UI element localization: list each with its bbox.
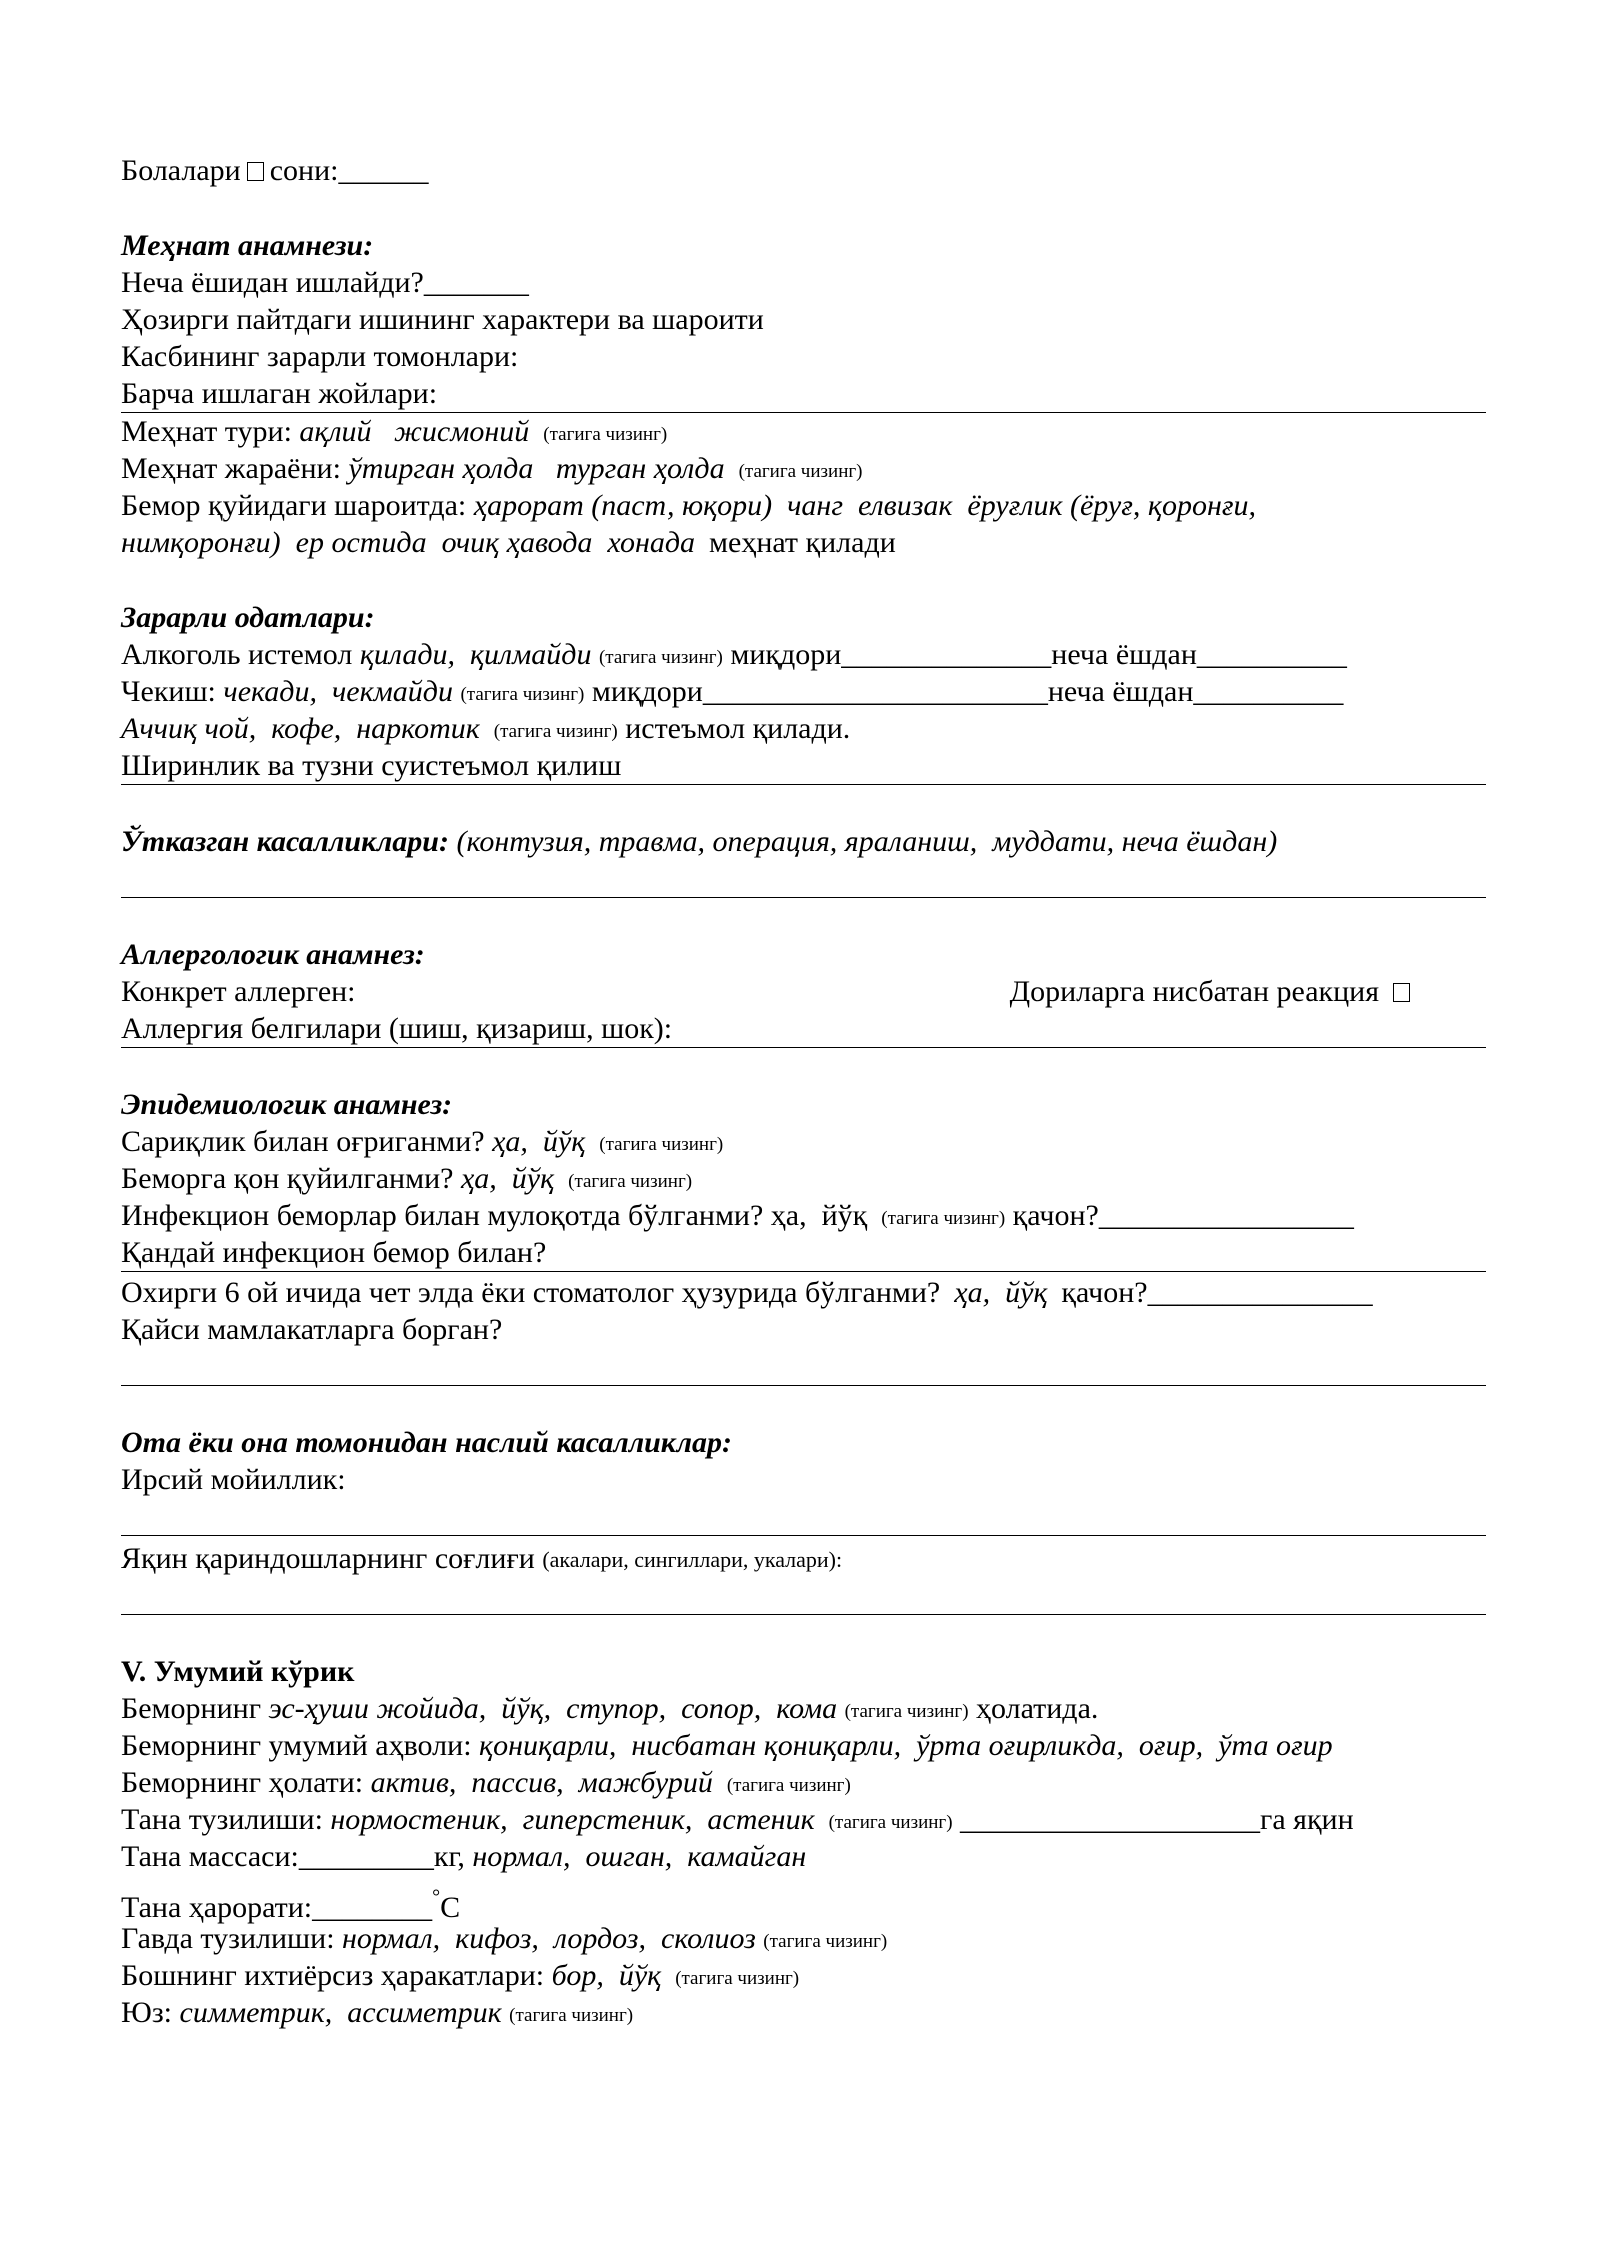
- abroad-when-field[interactable]: қачон?_______________: [1061, 1276, 1373, 1309]
- work-history-heading: Меҳнат анамнези:: [121, 229, 374, 262]
- allergy-heading: Аллергологик анамнез:: [121, 938, 425, 971]
- build-options[interactable]: нормостеник, гиперстеник, астеник: [330, 1803, 815, 1836]
- underline-note: (тагига чизинг): [460, 684, 585, 705]
- relatives-label: Яқин қариндошларнинг соғлиғи: [121, 1542, 535, 1575]
- relatives-line: [121, 1540, 1486, 1577]
- temperature-unit: С: [440, 1891, 461, 1924]
- form-content: [121, 152, 1486, 2031]
- state-label: Беморнинг ҳолати:: [121, 1766, 364, 1799]
- work-conditions-line-2: [121, 524, 1486, 561]
- children-label: Болалари: [121, 154, 241, 187]
- spacer: [121, 1048, 1486, 1086]
- alcohol-amount-field[interactable]: миқдори______________неча ёшдан__________: [730, 638, 1347, 671]
- jaundice-options[interactable]: ҳа, йўқ: [492, 1125, 586, 1158]
- consciousness-options[interactable]: эс-ҳуши жойида, йўқ, ступор, сопор, кома: [268, 1692, 838, 1725]
- work-conditions-line-1: [121, 487, 1486, 524]
- posture-line: [121, 1920, 1486, 1957]
- habits-smoking-line: [121, 673, 1486, 710]
- condition-label: Беморнинг умумий аҳволи:: [121, 1729, 472, 1762]
- condition-line: [121, 1727, 1486, 1764]
- transfusion-label: Беморга қон қуйилганми?: [121, 1162, 454, 1195]
- spacer: [121, 1615, 1486, 1653]
- underline-note: (тагига чизинг): [599, 1134, 724, 1155]
- predisposition-label: Ирсий мойиллик:: [121, 1463, 346, 1496]
- face-options[interactable]: симметрик, ассиметрик: [179, 1996, 502, 2029]
- underline-note: (тагига чизинг): [738, 461, 863, 482]
- children-line: [121, 152, 1486, 189]
- drinks-suffix: истеъмол қилади.: [625, 712, 851, 745]
- work-type-label: Меҳнат тури:: [121, 415, 292, 448]
- allergen-field[interactable]: Конкрет аллерген:: [121, 975, 356, 1008]
- past-illness-line: [121, 823, 1486, 860]
- posture-options[interactable]: нормал, кифоз, лордоз, сколиоз: [342, 1922, 756, 1955]
- face-line: [121, 1994, 1486, 2031]
- past-illness-blank-line[interactable]: [121, 860, 1486, 898]
- smoking-amount-field[interactable]: миқдори_______________________неча ёшдан__________: [591, 675, 1344, 708]
- underline-note: (тагига чизинг): [509, 2005, 634, 2026]
- predisposition-blank-line[interactable]: [121, 1498, 1486, 1536]
- smoking-label: Чекиш:: [121, 675, 216, 708]
- temperature-field[interactable]: Тана ҳарорати:________: [121, 1891, 433, 1924]
- work-type-options[interactable]: ақлий жисмоний: [299, 415, 530, 448]
- habits-sweets-field[interactable]: Ширинлик ва тузни суистеъмол қилиш: [121, 747, 1486, 785]
- work-conditions-options[interactable]: ҳарорат (паст, юқори) чанг елвизак ёруғлик (ёруғ, қоронғи,: [473, 489, 1257, 522]
- past-illness-hint: (контузия, травма, операция, яраланиш, муддати, неча ёшдан): [456, 825, 1278, 858]
- consciousness-suffix: ҳолатида.: [976, 1692, 1099, 1725]
- work-process-label: Меҳнат жараёни:: [121, 452, 341, 485]
- underline-note: (тагига чизинг): [726, 1775, 851, 1796]
- alcohol-options[interactable]: қилади, қилмайди: [359, 638, 592, 671]
- countries-blank-line[interactable]: [121, 1348, 1486, 1386]
- work-type-line: [121, 413, 1486, 450]
- children-count-field[interactable]: сони:______: [269, 154, 429, 187]
- state-options[interactable]: актив, пассив, мажбурий: [370, 1766, 713, 1799]
- which-patient-field[interactable]: Қандай инфекцион бемор билан?: [121, 1234, 1486, 1272]
- spacer: [121, 898, 1486, 936]
- children-checkbox[interactable]: [247, 162, 264, 181]
- build-suffix-field[interactable]: ____________________га яқин: [960, 1803, 1354, 1836]
- underline-note: (тагига чизинг): [828, 1812, 953, 1833]
- relatives-hint: (акалари, сингиллари, укалари):: [542, 1547, 843, 1572]
- spacer: [121, 785, 1486, 823]
- underline-note: (тагига чизинг): [568, 1171, 693, 1192]
- habits-drinks-line: [121, 710, 1486, 747]
- allergy-signs-field[interactable]: Аллергия белгилари (шиш, қизариш, шок):: [121, 1010, 1486, 1048]
- weight-line: [121, 1838, 1486, 1875]
- spacer: [121, 1386, 1486, 1424]
- temperature-line: [121, 1879, 1486, 1924]
- allergy-allergen-line: [121, 973, 1416, 1010]
- heredity-heading: Ота ёки она томонидан наслий касалликлар:: [121, 1426, 732, 1459]
- underline-note: (тагига чизинг): [543, 424, 668, 445]
- work-hazards-label: Касбининг зарарли томонлари:: [121, 340, 519, 373]
- spacer: [121, 189, 1486, 227]
- underline-note: (тагига чизинг): [844, 1701, 969, 1722]
- work-current-job-label: Ҳозирги пайтдаги ишининг характери ва шароити: [121, 303, 764, 336]
- build-line: [121, 1801, 1486, 1838]
- state-line: [121, 1764, 1486, 1801]
- habits-alcohol-line: [121, 636, 1486, 673]
- underline-note: (тагига чизинг): [763, 1931, 888, 1952]
- degree-sign: °: [432, 1886, 441, 1908]
- posture-label: Гавда тузилиши:: [121, 1922, 335, 1955]
- weight-options[interactable]: нормал, ошган, камайган: [472, 1840, 807, 1873]
- infectious-contact-line: [121, 1197, 1486, 1234]
- habits-heading: Зарарли одатлари:: [121, 601, 375, 634]
- work-places-field[interactable]: Барча ишлаган жойлари:: [121, 375, 1486, 413]
- work-years-field[interactable]: Неча ёшидан ишлайди?_______: [121, 266, 529, 299]
- underline-note: (тагига чизинг): [598, 647, 723, 668]
- head-movement-options[interactable]: бор, йўқ: [551, 1959, 662, 1992]
- transfusion-options[interactable]: ҳа, йўқ: [460, 1162, 555, 1195]
- infectious-contact-label[interactable]: Инфекцион беморлар билан мулоқотда бўлганми? ҳа, йўқ: [121, 1199, 868, 1232]
- build-label: Тана тузилиши:: [121, 1803, 323, 1836]
- smoking-options[interactable]: чекади, чекмайди: [223, 675, 453, 708]
- underline-note: (тагига чизинг): [675, 1968, 800, 1989]
- abroad-line: [121, 1274, 1486, 1311]
- underline-note: (тагига чизинг): [493, 721, 618, 742]
- head-movement-line: [121, 1957, 1486, 1994]
- transfusion-line: [121, 1160, 1486, 1197]
- drinks-options[interactable]: Аччиқ чой, кофе, наркотик: [121, 712, 480, 745]
- jaundice-line: [121, 1123, 1486, 1160]
- countries-label: Қайси мамлакатларга борган?: [121, 1313, 503, 1346]
- consciousness-line: [121, 1690, 1486, 1727]
- condition-options[interactable]: қониқарли, нисбатан қониқарли, ўрта оғирликда, оғир, ўта оғир: [479, 1729, 1333, 1762]
- jaundice-label: Сариқлик билан оғриганми?: [121, 1125, 485, 1158]
- relatives-blank-line[interactable]: [121, 1577, 1486, 1615]
- work-process-options[interactable]: ўтирган ҳолда турган ҳолда: [348, 452, 725, 485]
- work-conditions-suffix: меҳнат қилади: [709, 526, 896, 559]
- weight-field[interactable]: Тана массаси:_________кг,: [121, 1840, 465, 1873]
- underline-note: (тагига чизинг): [881, 1208, 1006, 1229]
- work-process-line: [121, 450, 1486, 487]
- face-label: Юз:: [121, 1996, 173, 2029]
- abroad-options[interactable]: ҳа, йўқ: [954, 1276, 1048, 1309]
- abroad-label: Охирги 6 ой ичида чет элда ёки стоматолог ҳузурида бўлганми?: [121, 1276, 941, 1309]
- spacer: [121, 561, 1486, 599]
- past-illness-heading: Ўтказган касалликлари:: [121, 825, 449, 858]
- consciousness-label: Беморнинг: [121, 1692, 261, 1725]
- general-exam-heading: V. Умумий кўрик: [121, 1655, 355, 1688]
- epidemiology-heading: Эпидемиологик анамнез:: [121, 1088, 453, 1121]
- alcohol-label: Алкоголь истемол: [121, 638, 353, 671]
- head-movement-label: Бошнинг ихтиёрсиз ҳаракатлари:: [121, 1959, 545, 1992]
- drug-reaction-label: Дориларга нисбатан реакция: [1009, 975, 1379, 1008]
- contact-when-field[interactable]: қачон?_________________: [1012, 1199, 1354, 1232]
- work-conditions-options-cont[interactable]: нимқоронғи) ер остида очиқ ҳавода хонада: [121, 526, 696, 559]
- work-conditions-label: Бемор қуйидаги шароитда:: [121, 489, 467, 522]
- drug-reaction-checkbox[interactable]: [1393, 983, 1410, 1002]
